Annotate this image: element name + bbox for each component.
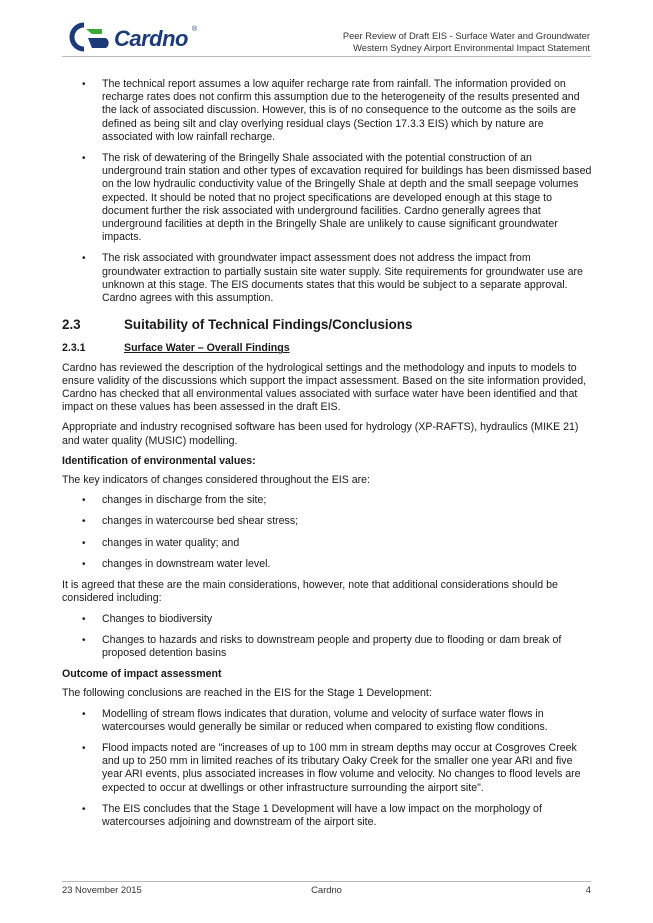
bullet-icon: • — [82, 613, 86, 625]
footer-date: 23 November 2015 — [62, 884, 142, 895]
cardno-logo-icon — [62, 22, 112, 52]
section-heading — [62, 318, 592, 331]
document-title-line2: Western Sydney Airport Environmental Impact Statement — [353, 42, 590, 53]
page-header — [0, 0, 653, 60]
env-values-intro: The key indicators of changes considered throughout the EIS are: — [62, 474, 370, 487]
list-item-text: changes in downstream water level. — [102, 557, 271, 570]
bullet-icon: • — [82, 803, 86, 815]
outcome-list — [62, 708, 592, 830]
intro-bullet-list — [62, 78, 592, 305]
list-item — [62, 152, 592, 244]
list-item-text: Changes to biodiversity — [102, 612, 213, 625]
list-item — [62, 613, 592, 626]
subsection-heading — [62, 342, 592, 355]
env-values-list — [62, 494, 592, 571]
list-item — [62, 803, 592, 829]
outcome-heading: Outcome of impact assessment — [62, 668, 222, 681]
list-item — [62, 558, 592, 571]
subsection-title: Surface Water – Overall Findings — [124, 342, 290, 355]
logo-wordmark: Cardno — [114, 26, 188, 51]
section-title: Suitability of Technical Findings/Conclusions — [124, 317, 413, 333]
logo-registered-mark: ® — [192, 26, 198, 33]
additional-considerations-intro: It is agreed that these are the main considerations, however, note that additional considerations should be considered including: — [62, 579, 558, 605]
bullet-icon: • — [82, 516, 86, 528]
bullet-icon: • — [82, 558, 86, 570]
list-item-text: The technical report assumes a low aquifer recharge rate from rainfall. The information provided on recharge rates does not confirm this assumption due to the heterogeneity of the results presented and the lack of associated discussion. However, this is of no consequence to the outcome as the soils are defined as being silt and clay overlying residual clays (Section 17.3.3 EIS) which by nature are associated with low rainfall recharge. — [102, 78, 580, 143]
paragraph: Appropriate and industry recognised software has been used for hydrology (XP-RAFTS), hydraulics (MIKE 21) and water quality (MUSIC) modelling. — [62, 421, 579, 447]
document-title-line1: Peer Review of Draft EIS - Surface Water and Groundwater — [342, 30, 590, 41]
bullet-icon: • — [82, 79, 86, 90]
page-body — [62, 78, 592, 837]
bullet-icon: • — [82, 708, 86, 720]
bullet-icon: • — [82, 153, 86, 165]
list-item — [62, 634, 592, 660]
bullet-icon: • — [82, 253, 86, 265]
page-number: 4 — [585, 884, 591, 895]
bullet-icon: • — [82, 634, 86, 646]
list-item-text: The risk of dewatering of the Bringelly Shale associated with the potential construction of an underground train station and other types of excavation required for buildings has been dismissed based on the low hydraulic conductivity value of the Bringelly Shale at depth and the small seepage volumes expected. It should be noted that no project specifications are developed enough at this stage to document further the risk associated with underground facilities. Cardno generally agrees that underground facilities at depth in the Bringelly Shale are unlikely to cause significant groundwater impacts. — [102, 152, 592, 244]
list-item — [62, 252, 592, 305]
list-item — [62, 494, 592, 507]
list-item-text: changes in water quality; and — [102, 536, 240, 549]
bullet-icon: • — [82, 742, 86, 754]
footer-company: Cardno — [311, 884, 342, 895]
list-item — [62, 78, 592, 144]
list-item — [62, 742, 592, 795]
additional-considerations-list — [62, 613, 592, 661]
footer-divider — [62, 881, 591, 882]
subsection-number: 2.3.1 — [62, 342, 86, 355]
header-divider — [62, 56, 591, 57]
list-item-text: Changes to hazards and risks to downstream people and property due to flooding or dam break of proposed detention basins — [102, 633, 562, 659]
env-values-heading: Identification of environmental values: — [62, 454, 256, 467]
outcome-intro: The following conclusions are reached in the EIS for the Stage 1 Development: — [62, 687, 432, 700]
cardno-logo — [62, 22, 212, 56]
paragraph: Cardno has reviewed the description of the hydrological settings and the methodology and inputs to models to ensure validity of the discussions which support the impact assessment. Based on the site information provided, Cardno has checked that all environmental values associated with surface water have been identified and that impact on these values has been assessed in the draft EIS. — [62, 361, 587, 414]
list-item-text: The EIS concludes that the Stage 1 Development will have a low impact on the morphology of watercourses adjoining and downstream of the airport site. — [102, 802, 542, 828]
list-item-text: changes in watercourse bed shear stress; — [102, 515, 299, 528]
list-item-text: The risk associated with groundwater impact assessment does not address the impact from groundwater extraction to partially sustain site water supply. Site requirements for groundwater use are unknown at this stage. The EIS documents states that this would be subject to a separate approval. Cardno agrees with this assumption. — [102, 252, 583, 305]
bullet-icon: • — [82, 537, 86, 549]
section-number: 2.3 — [62, 317, 81, 333]
bullet-icon: • — [82, 495, 86, 507]
list-item-text: Flood impacts noted are "increases of up to 100 mm in stream depths may occur at Cosgroves Creek and up to 250 mm in limited reaches of its tributary Oaky Creek for the smaller one year ARI and five year ARI events, plus associated increases in flow volume and velocity. No changes to flood levels are expected to occur at dwellings or other infrastructure surrounding the airport site". — [102, 741, 581, 794]
list-item — [62, 537, 592, 550]
list-item — [62, 708, 592, 734]
list-item-text: changes in discharge from the site; — [102, 494, 267, 507]
list-item — [62, 515, 592, 528]
document-title — [343, 30, 590, 54]
list-item-text: Modelling of stream flows indicates that duration, volume and velocity of surface water flows in watercourses would generally be similar or reduced when compared to existing flow conditions. — [102, 707, 548, 733]
